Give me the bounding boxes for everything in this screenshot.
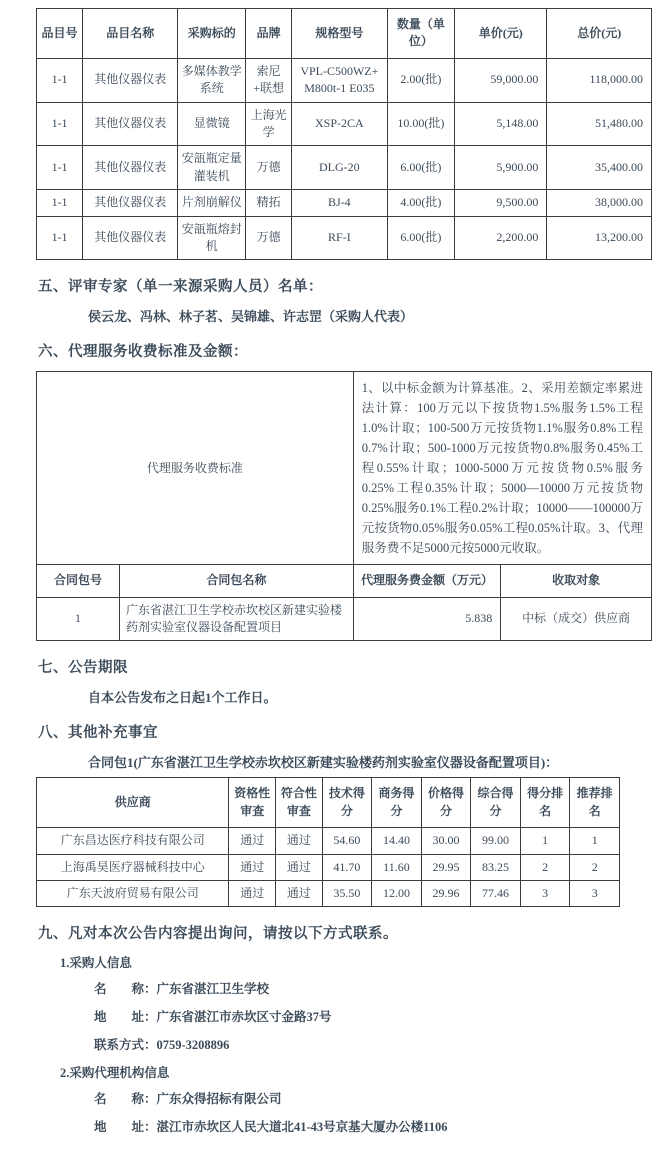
cell-score-rank: 3	[520, 881, 570, 907]
suppliers-table	[36, 777, 620, 907]
col-header-model: 规格型号	[292, 9, 387, 59]
agency-address-value: 湛江市赤坎区人民大道北41-43号京基大厦办公楼1106	[156, 1120, 448, 1135]
section9-title: 九、凡对本次公告内容提出询问，请按以下方式联系。	[38, 926, 398, 943]
cell-price-score: 29.96	[421, 881, 471, 907]
purchaser-address-label: 地 址：	[94, 1010, 157, 1025]
cell-item-no: 1-1	[37, 190, 83, 216]
purchaser-contact-label: 联系方式：	[94, 1038, 157, 1053]
cell-brand: 万德	[246, 216, 292, 260]
cell-package-name: 广东省湛江卫生学校赤坎校区新建实验楼药剂实验室仪器设备配置项目	[120, 597, 354, 641]
cell-total-price: 51,480.00	[547, 102, 652, 146]
cell-total-price: 35,400.00	[547, 146, 652, 190]
cell-item-name: 其他仪器仪表	[83, 146, 178, 190]
cell-technical-score: 41.70	[322, 854, 372, 880]
cell-model: RF-I	[292, 216, 387, 260]
cell-item-name: 其他仪器仪表	[83, 216, 178, 260]
table-row	[37, 58, 652, 102]
agency-name-line	[94, 1089, 652, 1107]
items-table-header-row	[37, 9, 652, 59]
agency-name-label: 名 称：	[94, 1092, 157, 1107]
col-header-package-no: 合同包号	[37, 565, 120, 597]
cell-quantity: 4.00(批)	[387, 190, 455, 216]
cell-conformity-review: 通过	[276, 881, 323, 907]
col-header-subject: 采购标的	[178, 9, 246, 59]
cell-model: VPL-C500WZ+ M800t-1 E035	[292, 58, 387, 102]
section8-title: 八、其他补充事宜	[38, 725, 158, 742]
cell-technical-score: 35.50	[322, 881, 372, 907]
table-row	[37, 216, 652, 260]
cell-fee-amount: 5.838	[353, 597, 501, 641]
purchaser-address-line	[94, 1007, 652, 1025]
col-header-total-score: 综合得分	[471, 778, 521, 828]
col-header-business-score: 商务得分	[372, 778, 422, 828]
col-header-quantity: 数量（单位）	[387, 9, 455, 59]
cell-model: DLG-20	[292, 146, 387, 190]
cell-subject: 片剂崩解仪	[178, 190, 246, 216]
col-header-recommend-rank: 推荐排名	[570, 778, 620, 828]
cell-package-no: 1	[37, 597, 120, 641]
cell-unit-price: 59,000.00	[455, 58, 547, 102]
col-header-supplier: 供应商	[37, 778, 229, 828]
agency-info-heading: 2.采购代理机构信息	[60, 1066, 170, 1081]
cell-business-score: 12.00	[372, 881, 422, 907]
fee-data-row	[37, 597, 652, 641]
cell-brand: 索尼+联想	[246, 58, 292, 102]
cell-recommend-rank: 3	[570, 881, 620, 907]
col-header-brand: 品牌	[246, 9, 292, 59]
cell-brand: 上海光学	[246, 102, 292, 146]
fee-header-row	[37, 565, 652, 597]
cell-supplier-name: 广东昌达医疗科技有限公司	[37, 828, 229, 854]
cell-recommend-rank: 1	[570, 828, 620, 854]
cell-quantity: 2.00(批)	[387, 58, 455, 102]
col-header-fee-amount: 代理服务费金额（万元）	[353, 565, 501, 597]
section5-title: 五、评审专家（单一来源采购人员）名单：	[38, 279, 323, 296]
cell-model: BJ-4	[292, 190, 387, 216]
fee-standard-row	[37, 372, 652, 565]
cell-business-score: 14.40	[372, 828, 422, 854]
cell-total-score: 77.46	[471, 881, 521, 907]
col-header-total-price: 总价(元)	[547, 9, 652, 59]
cell-unit-price: 5,148.00	[455, 102, 547, 146]
fee-standard-label: 代理服务收费标准	[37, 372, 354, 565]
cell-subject: 安瓿瓶熔封机	[178, 216, 246, 260]
cell-unit-price: 2,200.00	[455, 216, 547, 260]
cell-conformity-review: 通过	[276, 854, 323, 880]
cell-subject: 安瓿瓶定量灌装机	[178, 146, 246, 190]
cell-price-score: 30.00	[421, 828, 471, 854]
cell-subject: 显微镜	[178, 102, 246, 146]
cell-price-score: 29.95	[421, 854, 471, 880]
agency-fee-table	[36, 371, 652, 641]
agency-info-block	[36, 1063, 652, 1135]
cell-item-no: 1-1	[37, 58, 83, 102]
cell-brand: 万德	[246, 146, 292, 190]
purchaser-contact-value: 0759-3208896	[156, 1038, 230, 1053]
purchaser-name-value: 广东省湛江卫生学校	[156, 982, 270, 997]
cell-total-price: 38,000.00	[547, 190, 652, 216]
cell-unit-price: 5,900.00	[455, 146, 547, 190]
cell-total-price: 13,200.00	[547, 216, 652, 260]
table-row	[37, 146, 652, 190]
purchaser-address-value: 广东省湛江市赤坎区寸金路37号	[156, 1010, 332, 1025]
purchaser-name-label: 名 称：	[94, 982, 157, 997]
cell-qualification-review: 通过	[229, 828, 276, 854]
package-subtitle: 合同包1(广东省湛江卫生学校赤坎校区新建实验楼药剂实验室仪器设备配置项目)：	[88, 755, 559, 771]
cell-quantity: 6.00(批)	[387, 216, 455, 260]
section6-title: 六、代理服务收费标准及金额：	[38, 344, 248, 361]
fee-standard-text: 1、以中标金额为计算基准。2、采用差额定率累进法计算：100万元以下按货物1.5%服务1.5%工程1.0%计取；100-500万元按货物1.1%服务0.8%工程0.7%计取；500-1000万元按货物0.8%服务0.45%工程0.55%计取；1000-5000万元按货物0.5%服务0.25%工程0.35%计取；5000—10000万元按货物0.25%服务0.1%工程0.2%计取；10000——100000万元按货物0.05%服务0.05%工程0.05%计取。3、代理服务费不足5000元按5000元收取。	[353, 372, 651, 565]
col-header-technical-score: 技术得分	[322, 778, 372, 828]
cell-quantity: 10.00(批)	[387, 102, 455, 146]
agency-address-label: 地 址：	[94, 1120, 157, 1135]
cell-item-name: 其他仪器仪表	[83, 58, 178, 102]
cell-technical-score: 54.60	[322, 828, 372, 854]
col-header-fee-payer: 收取对象	[501, 565, 652, 597]
col-header-qualification-review: 资格性审查	[229, 778, 276, 828]
items-table	[36, 8, 652, 260]
cell-business-score: 11.60	[372, 854, 422, 880]
col-header-price-score: 价格得分	[421, 778, 471, 828]
cell-score-rank: 1	[520, 828, 570, 854]
col-header-item-name: 品目名称	[83, 9, 178, 59]
col-header-conformity-review: 符合性审查	[276, 778, 323, 828]
purchaser-info-heading: 1.采购人信息	[60, 956, 132, 971]
cell-item-no: 1-1	[37, 102, 83, 146]
cell-fee-payer: 中标（成交）供应商	[501, 597, 652, 641]
cell-model: XSP-2CA	[292, 102, 387, 146]
cell-unit-price: 9,500.00	[455, 190, 547, 216]
purchaser-name-line	[94, 979, 652, 997]
col-header-unit-price: 单价(元)	[455, 9, 547, 59]
section7-title: 七、公告期限	[38, 660, 128, 677]
cell-item-no: 1-1	[37, 216, 83, 260]
agency-name-value: 广东众得招标有限公司	[156, 1092, 282, 1107]
col-header-score-rank: 得分排名	[520, 778, 570, 828]
table-row	[37, 828, 620, 854]
purchaser-contact-line	[94, 1035, 652, 1053]
cell-qualification-review: 通过	[229, 881, 276, 907]
cell-conformity-review: 通过	[276, 828, 323, 854]
cell-qualification-review: 通过	[229, 854, 276, 880]
col-header-item-no: 品目号	[37, 9, 83, 59]
table-row	[37, 190, 652, 216]
cell-item-name: 其他仪器仪表	[83, 102, 178, 146]
announcement-period: 自本公告发布之日起1个工作日。	[88, 690, 277, 706]
cell-total-score: 99.00	[471, 828, 521, 854]
cell-total-score: 83.25	[471, 854, 521, 880]
cell-supplier-name: 上海禹昊医疗器械科技中心	[37, 854, 229, 880]
cell-recommend-rank: 2	[570, 854, 620, 880]
table-row	[37, 102, 652, 146]
cell-score-rank: 2	[520, 854, 570, 880]
table-row	[37, 881, 620, 907]
agency-address-line	[94, 1117, 652, 1135]
cell-brand: 精拓	[246, 190, 292, 216]
cell-quantity: 6.00(批)	[387, 146, 455, 190]
cell-subject: 多媒体教学系统	[178, 58, 246, 102]
purchaser-info-block	[36, 953, 652, 1053]
expert-names: 侯云龙、冯林、林子茗、吴锦雄、许志罡（采购人代表）	[88, 309, 414, 325]
col-header-package-name: 合同包名称	[120, 565, 354, 597]
suppliers-header-row	[37, 778, 620, 828]
cell-item-no: 1-1	[37, 146, 83, 190]
cell-supplier-name: 广东天波府贸易有限公司	[37, 881, 229, 907]
cell-item-name: 其他仪器仪表	[83, 190, 178, 216]
cell-total-price: 118,000.00	[547, 58, 652, 102]
